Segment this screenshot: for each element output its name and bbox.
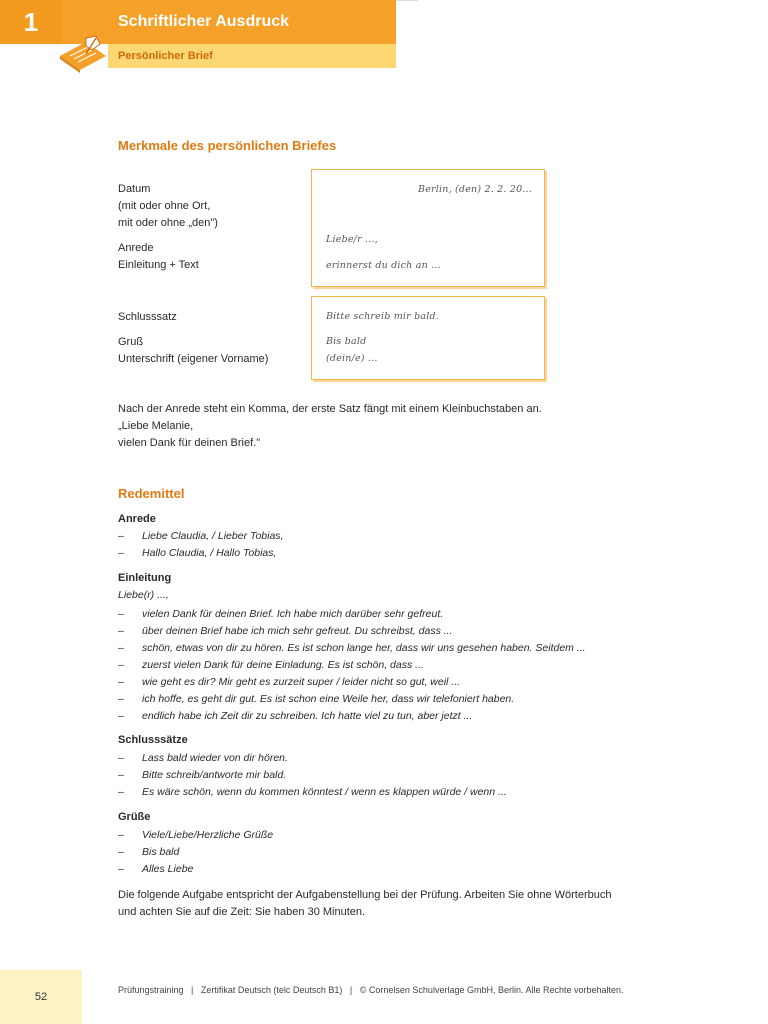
section-title-merkmale: Merkmale des persönlichen Briefes [118,138,337,153]
list-item: – schön, etwas von dir zu hören. Es ist schon lange her, dass wir uns gesehen haben. Seitdem ... [118,642,586,654]
letter-opening: erinnerst du dich an ... [326,260,441,271]
label-datum-note2: mit oder ohne „den") [118,217,218,229]
label-anrede: Anrede [118,242,154,254]
subheading-einleitung: Einleitung [118,572,172,584]
label-schlusssatz: Schlusssatz [118,311,177,323]
list-item: – Bis bald [118,846,180,858]
letter-signature: (dein/e) ... [326,353,378,364]
list-item: – Es wäre schön, wenn du kommen könntest / wenn es klappen würde / wenn ... [118,786,507,798]
list-einleitung [118,606,738,725]
list-item: – Lass bald wieder von dir hören. [118,752,288,764]
label-unterschrift: Unterschrift (eigener Vorname) [118,353,269,365]
letter-card-top [311,169,545,287]
list-item: – wie geht es dir? Mir geht es zurzeit super / leider nicht so gut, weil ... [118,676,461,688]
list-item: – Viele/Liebe/Herzliche Grüße [118,829,274,841]
subheading-schlusssaetze: Schlusssätze [118,734,188,746]
letter-card-bottom [311,296,545,380]
list-item: – vielen Dank für deinen Brief. Ich habe mich darüber sehr gefreut. [118,608,444,620]
subheading-anrede: Anrede [118,513,156,525]
writing-hand-icon [56,34,110,74]
list-item: – Bitte schreib/antworte mir bald. [118,769,287,781]
note-line-3: vielen Dank für deinen Brief." [118,437,261,449]
label-datum-note1: (mit oder ohne Ort, [118,200,211,212]
note-line-1: Nach der Anrede steht ein Komma, der erste Satz fängt mit einem Kleinbuchstaben an. [118,403,542,415]
label-datum: Datum [118,183,151,195]
list-item: – über deinen Brief habe ich mich sehr gefreut. Du schreibst, dass ... [118,625,453,637]
instruction-line-1: Die folgende Aufgabe entspricht der Aufgabenstellung bei der Prüfung. Arbeiten Sie ohne Wörterbuch [118,889,612,901]
list-item: – endlich habe ich Zeit dir zu schreiben. Ich hatte viel zu tun, aber jetzt ... [118,710,473,722]
list-item: – Liebe Claudia, / Lieber Tobias, [118,530,284,542]
page-number: 52 [0,970,82,1024]
list-item: – Hallo Claudia, / Hallo Tobias, [118,547,277,559]
header-divider [396,0,418,1]
list-gruesse [118,827,738,878]
chapter-number: 1 [0,0,62,44]
letter-date: Berlin, (den) 2. 2. 20... [418,184,532,195]
subheading-gruesse: Grüße [118,811,151,823]
label-einleitung: Einleitung + Text [118,259,199,271]
list-item: – zuerst vielen Dank für deine Einladung. Es ist schön, dass ... [118,659,424,671]
footer-text: Prüfungstraining | Zertifikat Deutsch (telc Deutsch B1) | © Cornelsen Schulverlage GmbH, Berlin. Alle Rechte vorbehalten. [118,985,624,995]
list-schlusssaetze [118,750,738,801]
list-item: – ich hoffe, es geht dir gut. Es ist schon eine Weile her, dass wir telefoniert haben. [118,693,515,705]
letter-greeting: Liebe/r ..., [326,234,378,245]
letter-closing: Bitte schreib mir bald. [326,311,440,322]
section-title-redemittel: Redemittel [118,486,185,501]
list-anrede [118,528,738,562]
letter-regards: Bis bald [326,336,367,347]
list-item: – Alles Liebe [118,863,194,875]
note-line-2: „Liebe Melanie, [118,420,194,432]
instruction-line-2: und achten Sie auf die Zeit: Sie haben 30 Minuten. [118,906,366,918]
label-gruss: Gruß [118,336,144,348]
einleitung-lead: Liebe(r) ..., [118,589,169,601]
page-subtitle: Persönlicher Brief [108,44,396,68]
page-title: Schriftlicher Ausdruck [62,0,396,44]
